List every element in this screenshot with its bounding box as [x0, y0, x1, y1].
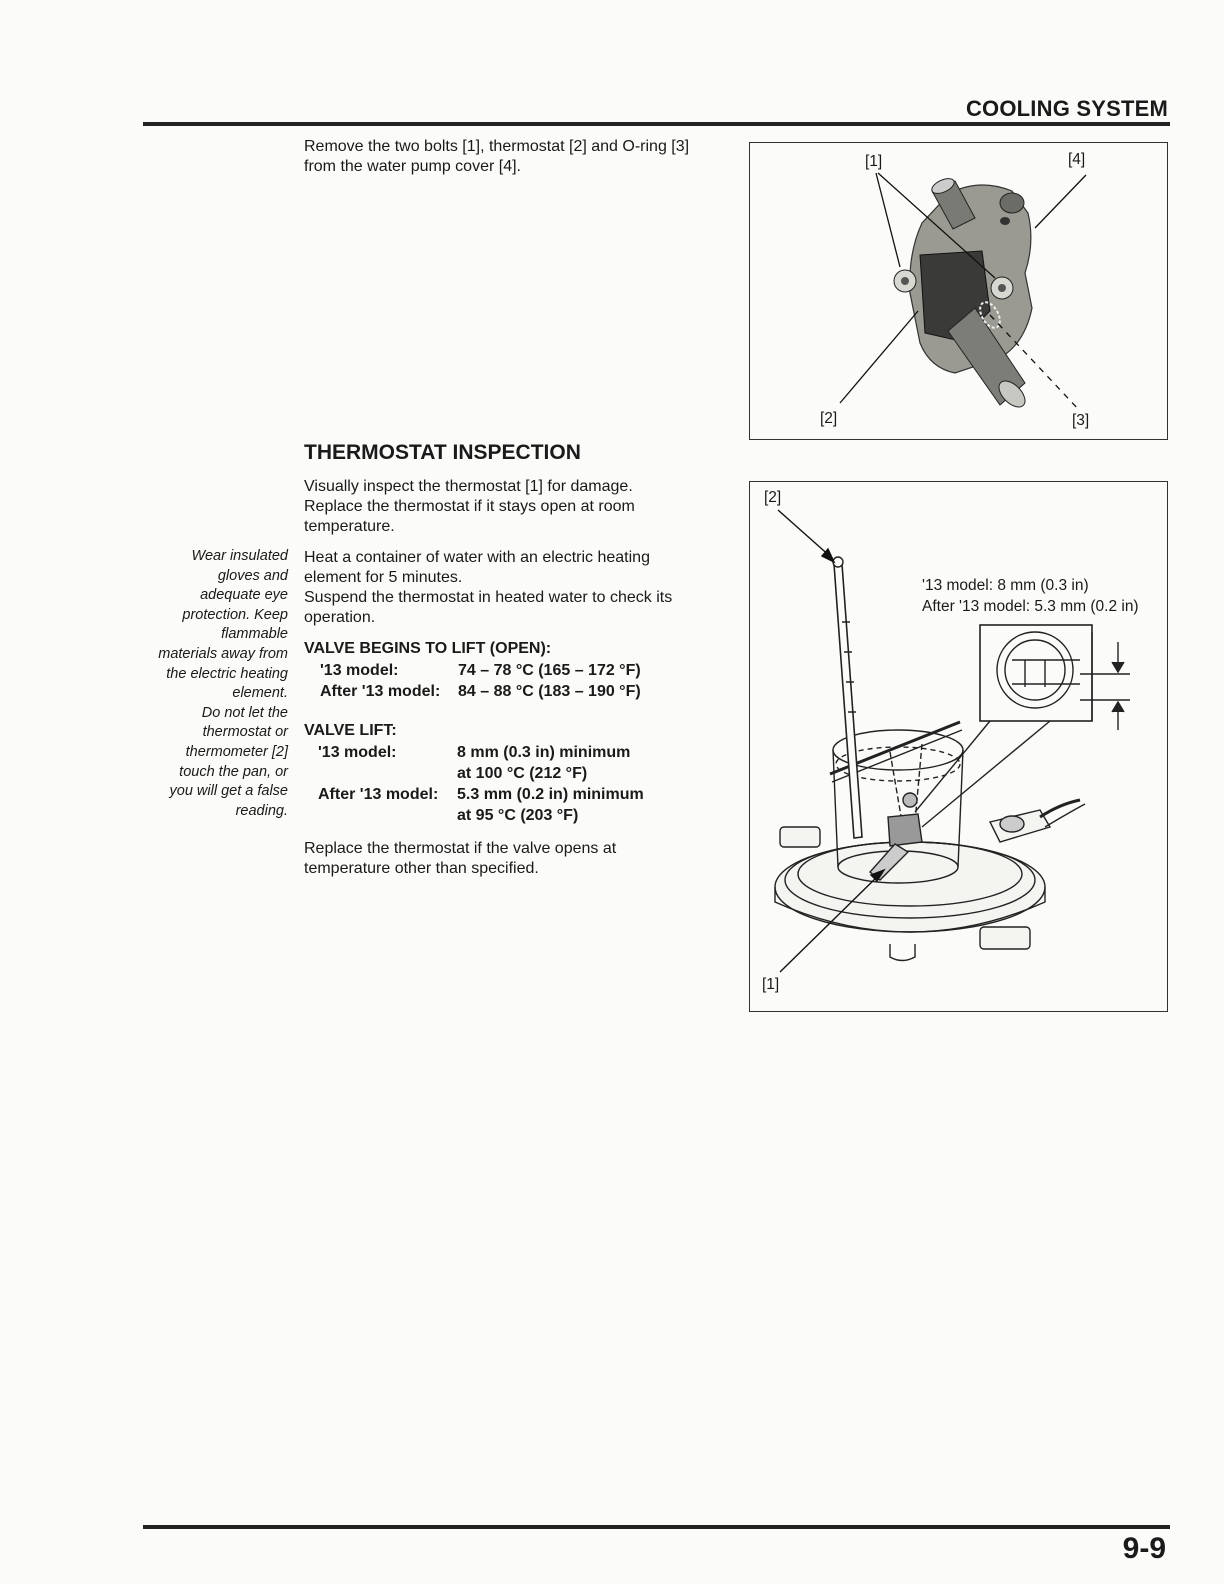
- warning-line: thermometer [2]: [185, 743, 288, 760]
- spec-valve-begins-row2-value: 84 – 88 °C (183 – 190 °F): [458, 683, 641, 700]
- inspection-paragraph-2: [304, 548, 737, 628]
- warning-line: Do not let the: [201, 704, 288, 721]
- warning-line: gloves and: [217, 567, 288, 584]
- figure1-callout-o-ring: [3]: [1072, 412, 1090, 429]
- spec-valve-lift-row1-value1: 8 mm (0.3 in) minimum: [457, 744, 631, 761]
- warning-line: element.: [232, 685, 288, 702]
- spec-valve-lift-row1-value2: at 100 °C (212 °F): [457, 765, 588, 782]
- warning-line: materials away from: [158, 645, 288, 662]
- removal-paragraph: [304, 137, 740, 177]
- spec-valve-lift-row1-label: '13 model:: [318, 744, 397, 761]
- figure2-spec-after-13-model: After '13 model: 5.3 mm (0.2 in): [922, 598, 1139, 615]
- spec-valve-lift-row2-value1: 5.3 mm (0.2 in) minimum: [457, 786, 644, 803]
- header-rule: [143, 122, 1170, 126]
- inspection-p4-line-2: temperature other than specified.: [304, 860, 539, 877]
- footer-rule: [143, 1525, 1170, 1529]
- removal-line-1: Remove the two bolts [1], thermostat [2] and O-ring [3]: [304, 138, 690, 155]
- figure1-callout-thermostat: [2]: [820, 410, 838, 427]
- page-number: 9-9: [1122, 1532, 1166, 1565]
- section-heading-thermostat-inspection: THERMOSTAT INSPECTION: [304, 441, 581, 464]
- warning-line: flammable: [221, 626, 288, 643]
- thermostat-assembly-illustration: [750, 143, 1167, 439]
- inspection-paragraph-4: [304, 839, 737, 879]
- spec-valve-begins-row1-value: 74 – 78 °C (165 – 172 °F): [458, 662, 641, 679]
- safety-warning-note: [138, 547, 288, 821]
- figure2-callout-thermostat: [1]: [762, 976, 780, 993]
- spec-valve-lift-title: VALVE LIFT:: [304, 722, 397, 739]
- inspection-p1-line-3: temperature.: [304, 518, 395, 535]
- warning-line: thermostat or: [202, 724, 288, 741]
- thermostat-test-illustration: [750, 482, 1167, 1011]
- inspection-paragraph-1: [304, 477, 737, 537]
- spec-valve-lift-row2-label: After '13 model:: [318, 786, 439, 803]
- figure-thermostat-removal: [749, 142, 1168, 440]
- warning-line: you will get a false: [169, 783, 288, 800]
- warning-line: the electric heating: [166, 665, 288, 682]
- warning-line: touch the pan, or: [179, 763, 288, 780]
- figure-thermostat-test: [749, 481, 1168, 1012]
- warning-line: reading.: [235, 802, 288, 819]
- inspection-p2-line-1: Heat a container of water with an electric heating: [304, 549, 650, 566]
- spec-valve-begins-row1-label: '13 model:: [320, 662, 399, 679]
- figure1-callout-bolts: [1]: [865, 153, 883, 170]
- spec-valve-begins-row2-label: After '13 model:: [320, 683, 441, 700]
- figure1-callout-pump-cover: [4]: [1068, 151, 1086, 168]
- figure2-spec-13-model: '13 model: 8 mm (0.3 in): [922, 577, 1089, 594]
- warning-line: protection. Keep: [182, 606, 288, 623]
- section-header-title: COOLING SYSTEM: [965, 96, 1168, 121]
- figure2-callout-thermometer: [2]: [764, 489, 782, 506]
- spec-valve-begins-title: VALVE BEGINS TO LIFT (OPEN):: [304, 640, 552, 657]
- inspection-p1-line-1: Visually inspect the thermostat [1] for damage.: [304, 478, 633, 495]
- removal-line-2: from the water pump cover [4].: [304, 158, 521, 175]
- inspection-p2-line-2: element for 5 minutes.: [304, 569, 463, 586]
- inspection-p3-line-2: operation.: [304, 609, 376, 626]
- inspection-p3-line-1: Suspend the thermostat in heated water to check its: [304, 589, 673, 606]
- inspection-p4-line-1: Replace the thermostat if the valve opens at: [304, 840, 617, 857]
- inspection-p1-line-2: Replace the thermostat if it stays open at room: [304, 498, 635, 515]
- warning-line: adequate eye: [200, 587, 288, 604]
- spec-valve-lift-row2-value2: at 95 °C (203 °F): [457, 807, 579, 824]
- warning-line: Wear insulated: [191, 548, 288, 564]
